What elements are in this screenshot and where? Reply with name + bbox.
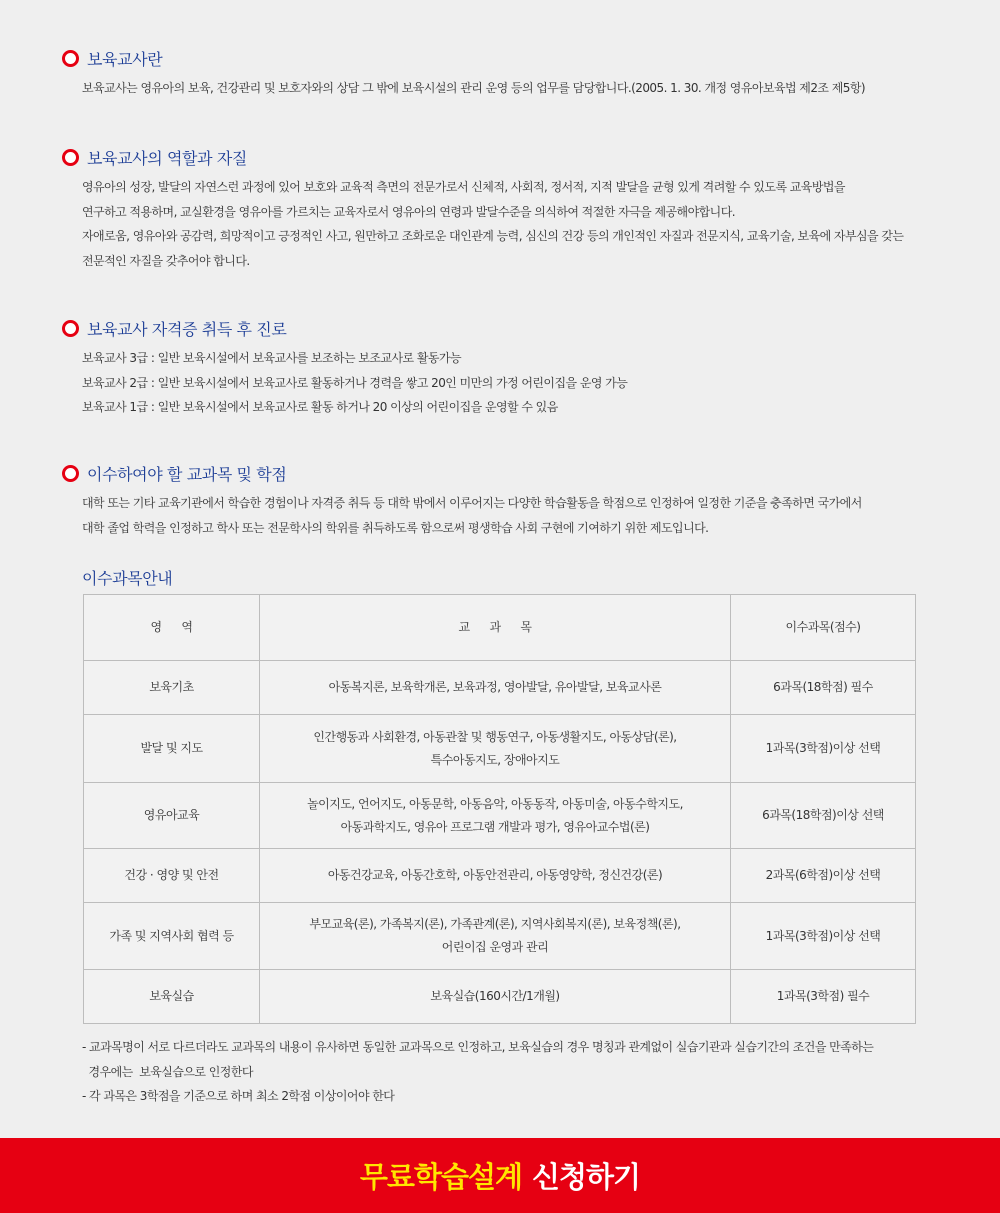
section-header (62, 316, 627, 340)
section-body (62, 175, 903, 273)
cell-credits: 1과목(3학점)이상 선택 (731, 903, 916, 970)
header-area: 영 역 (84, 595, 260, 661)
subject-line: 인간행동과 사회환경, 아동관찰 및 행동연구, 아동생활지도, 아동상담(론), (313, 729, 677, 744)
circle-bullet-icon (62, 465, 79, 482)
header-credits: 이수과목(점수) (731, 595, 916, 661)
cell-subjects (260, 783, 731, 849)
table-notes (82, 1035, 873, 1109)
paragraph-line: 대학 졸업 학력을 인정하고 학사 또는 전문학사의 학위를 취득하도록 함으로써 평생학습 사회 구현에 기여하기 위한 제도입니다. (82, 520, 709, 535)
cell-credits: 6과목(18학점)이상 선택 (731, 783, 916, 849)
free-study-plan-apply-button[interactable] (0, 1138, 1000, 1213)
section-body (62, 76, 865, 101)
header-subjects: 교 과 목 (260, 595, 731, 661)
section-definition (62, 46, 865, 101)
section-credits (62, 461, 862, 540)
subject-line: 어린이집 운영과 관리 (441, 940, 549, 954)
cell-area: 보육기초 (84, 661, 260, 715)
section-header (62, 145, 903, 169)
cell-subjects (260, 715, 731, 783)
circle-bullet-icon (62, 320, 79, 337)
cell-area: 보육실습 (84, 970, 260, 1024)
cell-credits: 2과목(6학점)이상 선택 (731, 849, 916, 903)
table-row (84, 849, 916, 903)
cta-highlight-text: 무료학습설계 (359, 1160, 523, 1194)
paragraph-line: 보육교사 1급 : 일반 보육시설에서 보육교사로 활동 하거나 20 이상의 어린이집을 운영할 수 있음 (82, 400, 558, 414)
cell-area: 가족 및 지역사회 협력 등 (84, 903, 260, 970)
section-body (62, 491, 862, 540)
cell-area: 건강 · 영양 및 안전 (84, 849, 260, 903)
circle-bullet-icon (62, 149, 79, 166)
table-header-row (84, 595, 916, 661)
subject-line: 부모교육(론), 가족복지(론), 가족관계(론), 지역사회복지(론), 보육정책(론), (309, 917, 681, 931)
section-title: 이수하여야 할 교과목 및 학점 (87, 464, 287, 484)
cell-area: 영유아교육 (84, 783, 260, 849)
section-header (62, 461, 862, 485)
note-line: 경우에는 보육실습으로 인정한다 (82, 1064, 253, 1079)
subject-line: 특수아동지도, 장애아지도 (430, 752, 560, 767)
paragraph-line: 연구하고 적용하며, 교실환경을 영유아를 가르치는 교육자로서 영유아의 연령과 발달수준을 의식하여 적절한 자극을 제공해야합니다. (82, 204, 736, 219)
paragraph-line: 보육교사 2급 : 일반 보육시설에서 보육교사로 활동하거나 경력을 쌓고 20인 미만의 가정 어린이집을 운영 가능 (82, 375, 628, 390)
table-row (84, 970, 916, 1024)
table-row (84, 661, 916, 715)
section-header (62, 46, 865, 70)
subject-line: 놀이지도, 언어지도, 아동문학, 아동음악, 아동동작, 아동미술, 아동수학지도, (307, 796, 683, 811)
subject-line: 아동복지론, 보육학개론, 보육과정, 영아발달, 유아발달, 보육교사론 (328, 680, 662, 694)
paragraph-line: 영유아의 성장, 발달의 자연스런 과정에 있어 보호와 교육적 측면의 전문가로서 신체적, 사회적, 정서적, 지적 발달을 균형 있게 격려할 수 있도록 교육방법을 (82, 180, 845, 194)
cell-credits: 1과목(3학점)이상 선택 (731, 715, 916, 783)
section-title: 보육교사 자격증 취득 후 진로 (87, 319, 287, 339)
table-row (84, 783, 916, 849)
cell-area: 발달 및 지도 (84, 715, 260, 783)
table-row (84, 903, 916, 970)
cell-subjects (260, 903, 731, 970)
cell-subjects (260, 849, 731, 903)
paragraph-line: 대학 또는 기타 교육기관에서 학습한 경험이나 자격증 취득 등 대학 밖에서 이루어지는 다양한 학습활동을 학점으로 인정하여 일정한 기준을 충족하면 국가에서 (82, 496, 862, 510)
circle-bullet-icon (62, 50, 79, 67)
paragraph-line: 보육교사 3급 : 일반 보육시설에서 보육교사를 보조하는 보조교사로 활동가능 (82, 351, 461, 365)
subject-line: 아동과학지도, 영유아 프로그램 개발과 평가, 영유아교수법(론) (340, 819, 650, 834)
paragraph-line: 자애로움, 영유아와 공감력, 희망적이고 긍정적인 사고, 원만하고 조화로운 대인관계 능력, 심신의 건강 등의 개인적인 자질과 전문지식, 교육기술, 보육에 자부심을 갖는 (82, 229, 904, 243)
section-career (62, 316, 627, 420)
section-body (62, 346, 627, 420)
course-table-caption: 이수과목안내 (82, 569, 173, 588)
cell-credits: 6과목(18학점) 필수 (731, 661, 916, 715)
section-title: 보육교사란 (87, 49, 163, 69)
section-role (62, 145, 903, 273)
cell-subjects (260, 970, 731, 1024)
subject-line: 보육실습(160시간/1개월) (430, 989, 560, 1003)
note-line: - 각 과목은 3학점을 기준으로 하며 최소 2학점 이상이어야 한다 (82, 1089, 395, 1103)
table-row (84, 715, 916, 783)
paragraph-line: 전문적인 자질을 갖추어야 합니다. (82, 253, 250, 268)
subject-line: 아동건강교육, 아동간호학, 아동안전관리, 아동영양학, 정신건강(론) (327, 868, 663, 882)
section-title: 보육교사의 역할과 자질 (87, 148, 247, 168)
cta-label-text: 신청하기 (532, 1160, 641, 1194)
cell-credits: 1과목(3학점) 필수 (731, 970, 916, 1024)
course-table (83, 594, 916, 1024)
note-line: - 교과목명이 서로 다르더라도 교과목의 내용이 유사하면 동일한 교과목으로 인정하고, 보육실습의 경우 명칭과 관계없이 실습기관과 실습기간의 조건을 만족하는 (82, 1040, 874, 1054)
paragraph-line: 보육교사는 영유아의 보육, 건강관리 및 보호자와의 상담 그 밖에 보육시설의 관리 운영 등의 업무를 담당합니다.(2005. 1. 30. 개정 영유아보육법 제2조 제5항) (82, 81, 866, 95)
cell-subjects (260, 661, 731, 715)
